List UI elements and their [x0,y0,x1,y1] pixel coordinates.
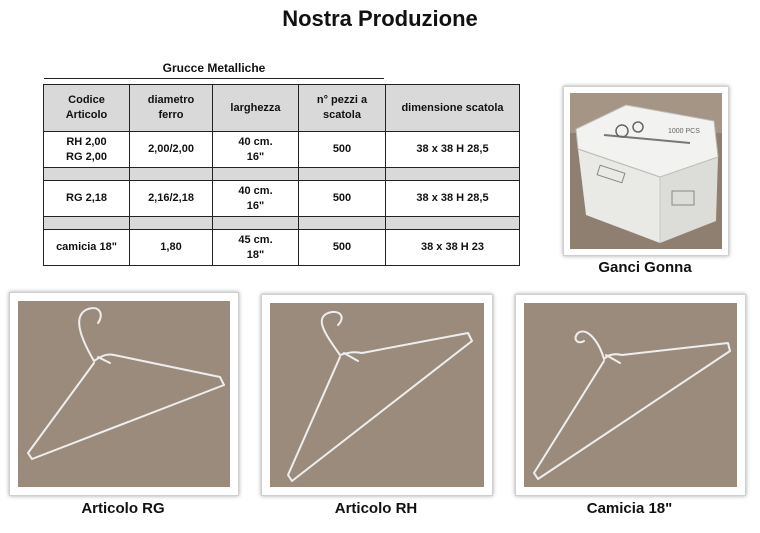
cell-diametro: 2,16/2,18 [130,181,213,217]
separator-row [44,168,520,181]
cell-larghezza [213,132,299,168]
cell-pezzi: 500 [299,181,386,217]
table-row [44,181,520,217]
cell-codice: camicia 18" [44,230,130,266]
cell-scatola: 38 x 38 H 28,5 [386,181,520,217]
hanger-rh-label: Articolo RH [334,500,418,517]
cell-codice [44,132,130,168]
box-illustration [564,87,728,255]
cell-larghezza [213,230,299,266]
spec-table [43,84,520,266]
larghezza-line: 16" [246,150,265,163]
hanger-rh-illustration [262,295,492,495]
box-photo-label: Ganci Gonna [598,259,692,276]
hanger-rg-illustration [10,293,238,495]
header-larghezza: larghezza [213,85,299,132]
box-photo [563,86,729,256]
header-scatola: dimensione scatola [386,85,520,132]
hanger-camicia-label: Camicia 18" [586,500,673,517]
header-diametro: diametro ferro [130,85,213,132]
hanger-photo-rh [261,294,493,496]
cell-codice: RG 2,18 [44,181,130,217]
caption-underline [44,78,384,79]
larghezza-line: 40 cm. [238,184,273,197]
larghezza-line: 16" [246,199,265,212]
larghezza-line: 45 cm. [238,233,273,246]
separator-row [44,217,520,230]
table-header-row [44,85,520,132]
table-row [44,230,520,266]
hanger-rg-label: Articolo RG [81,500,165,517]
cell-pezzi: 500 [299,132,386,168]
larghezza-line: 18" [246,248,265,261]
table-caption: Grucce Metalliche [162,61,266,75]
box-print-text: 1000 PCS [668,128,700,135]
cell-larghezza [213,181,299,217]
header-pezzi: n° pezzi a scatola [299,85,386,132]
hanger-photo-rg [9,292,239,496]
larghezza-line: 40 cm. [238,135,273,148]
cell-diametro: 2,00/2,00 [130,132,213,168]
hanger-photo-camicia [515,294,746,496]
table-row [44,132,520,168]
codice-line: RH 2,00 [66,135,107,148]
hanger-camicia-illustration [516,295,745,495]
cell-diametro: 1,80 [130,230,213,266]
cell-scatola: 38 x 38 H 28,5 [386,132,520,168]
page-title: Nostra Produzione [282,6,478,31]
codice-line: RG 2,00 [66,150,107,163]
cell-pezzi: 500 [299,230,386,266]
cell-scatola: 38 x 38 H 23 [386,230,520,266]
header-codice: Codice Articolo [44,85,130,132]
